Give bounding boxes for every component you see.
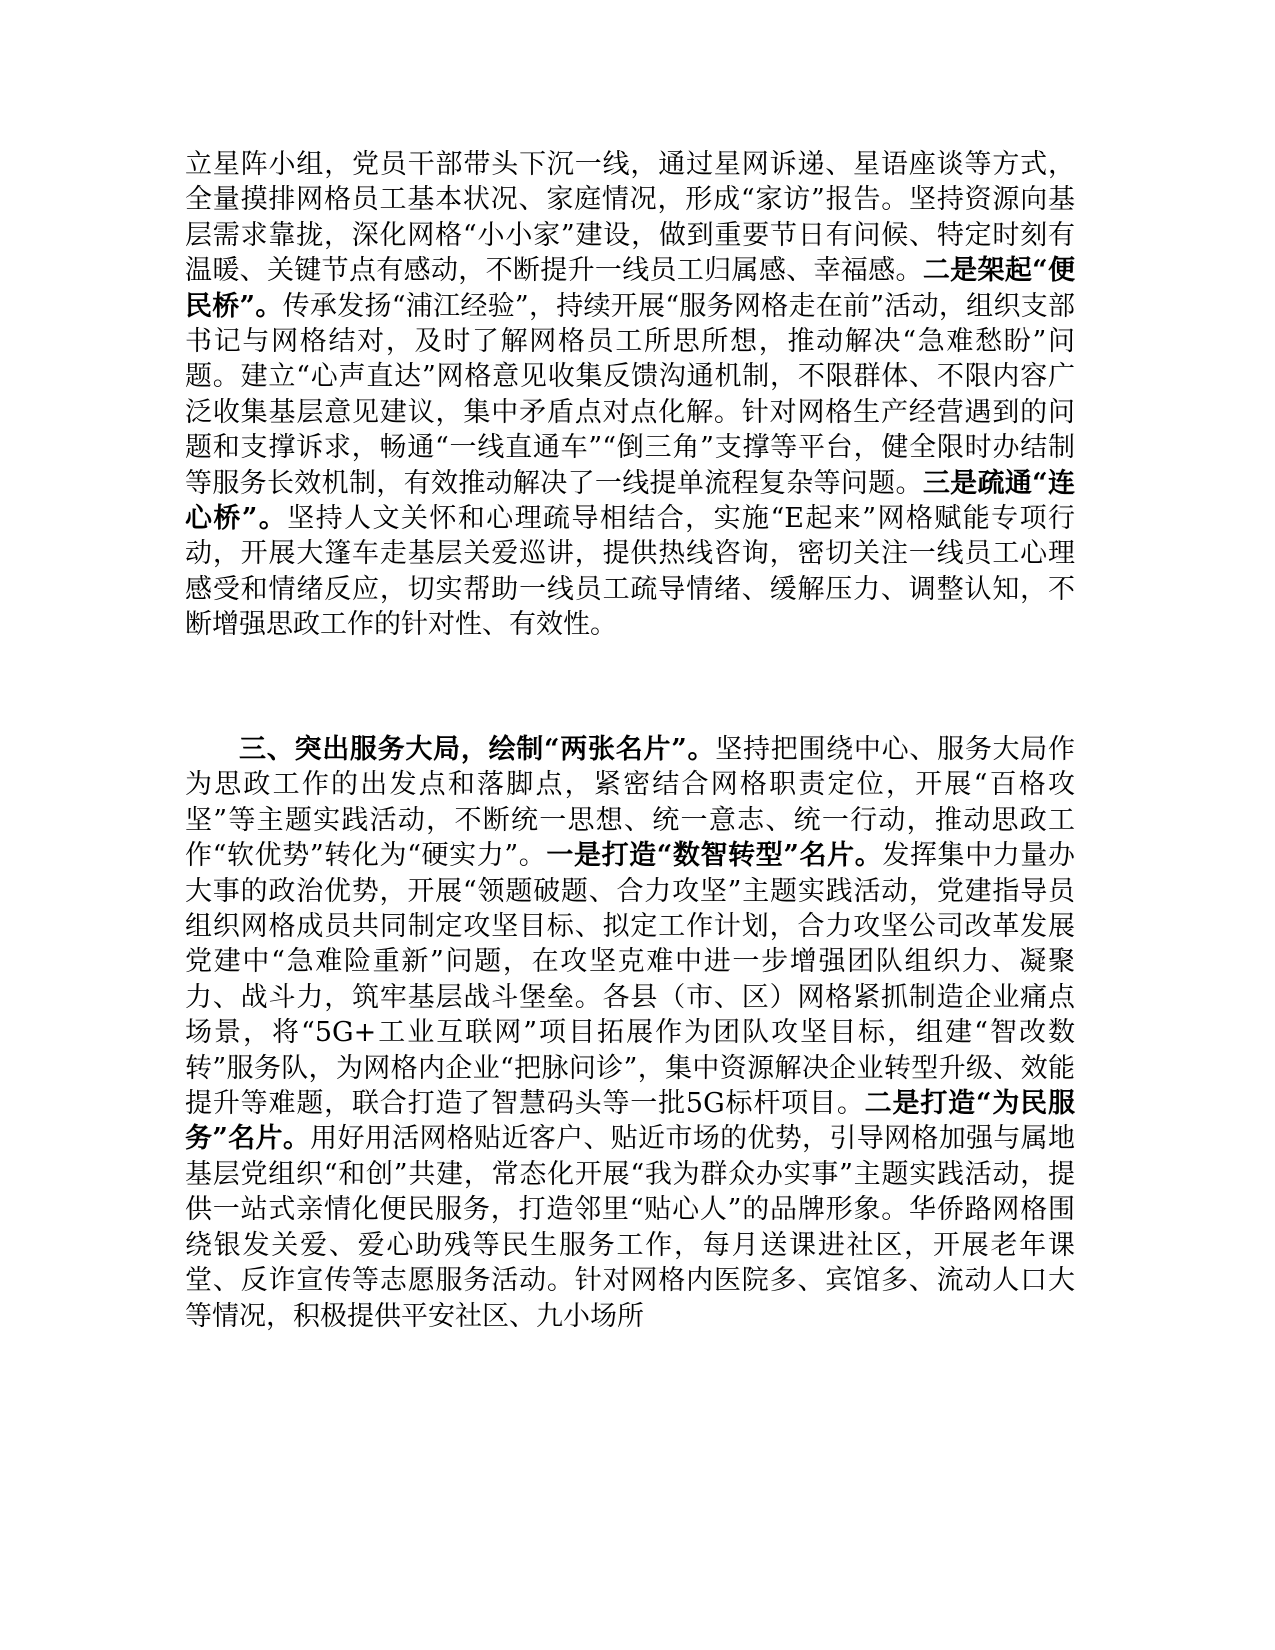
paragraph-2 bbox=[185, 732, 1075, 1334]
point-1-heading: 一是打造“数智转型”名片。 bbox=[546, 840, 883, 872]
paragraph-1-sentence-3: 坚持人文关怀和心理疏导相结合，实施“E起来”网格赋能专项行动，开展大篷车走基层关爱巡讲，提供热线咨询，密切关注一线员工心理感受和情绪反应，切实帮助一线员工疏导情绪、缓解压力、调整认知，不断增强思政工作的针对性、有效性。 bbox=[185, 503, 1075, 641]
paragraph-1-sentence-2: 传承发扬“浦江经验”，持续开展“服务网格走在前”活动，组织支部书记与网格结对，及时了解网格员工所思所想，推动解决“急难愁盼”问题。建立“心声直达”网格意见收集反馈沟通机制，不限群体、不限内容广泛收集基层意见建议，集中矛盾点对点化解。针对网格生产经营遇到的问题和支撑诉求，畅通“一线直通车”“倒三角”支撑等平台，健全限时办结制等服务长效机制，有效推动解决了一线提单流程复杂等问题。 bbox=[185, 290, 1075, 499]
paragraph-1 bbox=[185, 147, 1075, 643]
paragraph-1-text bbox=[185, 147, 1075, 643]
point-3-heading: 三是疏通“连心桥”。 bbox=[185, 467, 1076, 535]
paragraph-2-sentence-1: 坚持把围绕中心、服务大局作为思政工作的出发点和落脚点，紧密结合网格职责定位，开展“百格攻坚”等主题实践活动，不断统一思想、统一意志、统一行动，推动思政工作“软优势”转化为“硬实力”。 bbox=[185, 734, 1076, 872]
paragraph-1-sentence-1: 立星阵小组，党员干部带头下沉一线，通过星网诉递、星语座谈等方式，全量摸排网格员工基本状况、家庭情况，形成“家访”报告。坚持资源向基层需求靠拢，深化网格“小小家”建设，做到重要节日有问候、特定时刻有温暖、关键节点有感动，不断提升一线员工归属感、幸福感。 bbox=[185, 149, 1075, 287]
point-2-heading: 二是架起“便民桥”。 bbox=[185, 255, 1076, 322]
point-2b-heading: 二是打造“为民服务”名片。 bbox=[185, 1088, 1076, 1155]
paragraph-2-sentence-2: 发挥集中力量办大事的政治优势，开展“领题破题、合力攻坚”主题实践活动，党建指导员组织网格成员共同制定攻坚目标、拟定工作计划，合力攻坚公司改革发展党建中“急难险重新”问题，在攻坚克难中进一步增强团队组织力、凝聚力、战斗力，筑牢基层战斗堡垒。各县（市、区）网格紧抓制造企业痛点场景，将“5G+工业互联网”项目拓展作为团队攻坚目标，组建“智改数转”服务队，为网格内企业“把脉问诊”，集中资源解决企业转型升级、效能提升等难题，联合打造了智慧码头等一批5G标杆项目。 bbox=[185, 840, 1075, 1120]
paragraph-2-sentence-3: 用好用活网格贴近客户、贴近市场的优势，引导网格加强与属地基层党组织“和创”共建，常态化开展“我为群众办实事”主题实践活动，提供一站式亲情化便民服务，打造邻里“贴心人”的品牌形象。华侨路网格围绕银发关爱、爱心助残等民生服务工作，每月送课进社区，开展老年课堂、反诈宣传等志愿服务活动。针对网格内医院多、宾馆多、流动人口大等情况，积极提供平安社区、九小场所 bbox=[185, 1123, 1076, 1332]
section-3-heading: 三、突出服务大局，绘制“两张名片”。 bbox=[239, 734, 716, 765]
paragraph-2-text bbox=[185, 732, 1075, 1334]
